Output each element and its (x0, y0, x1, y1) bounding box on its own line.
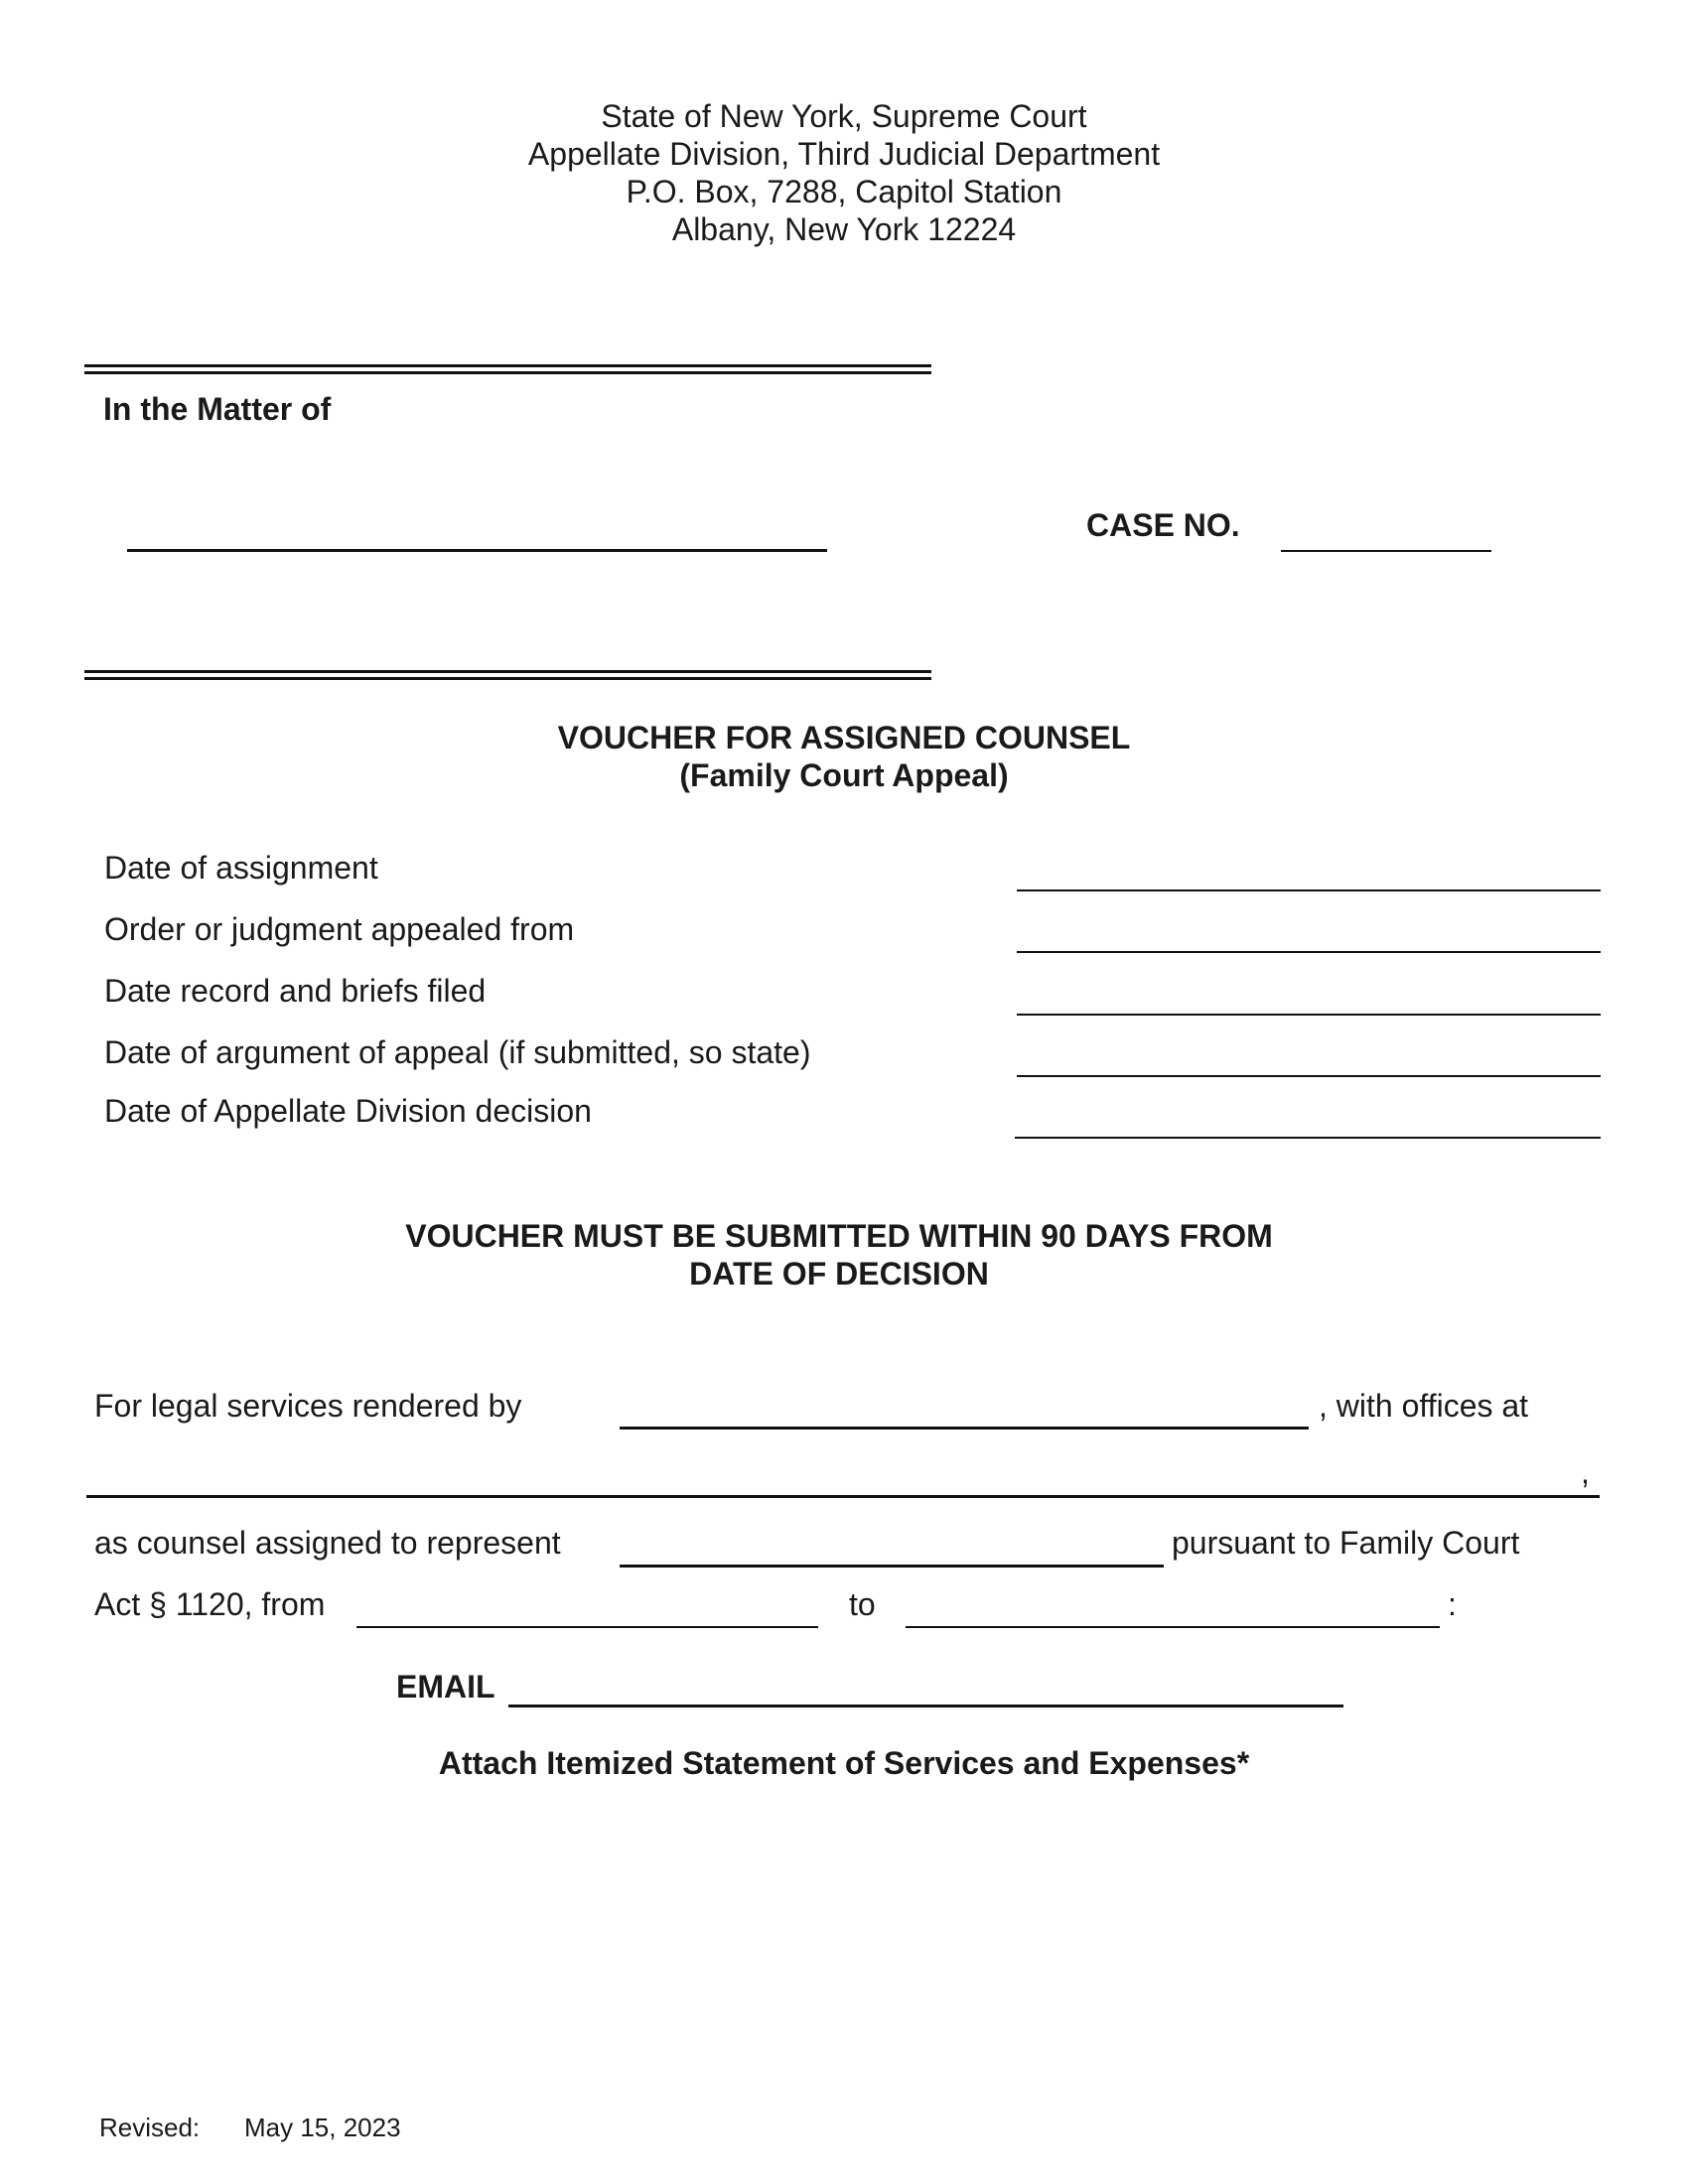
caption-bottom-rule-2 (84, 677, 931, 680)
date-argument-field[interactable] (1017, 1075, 1601, 1077)
date-label: Date record and briefs filed (104, 973, 487, 1009)
email-field[interactable] (508, 1705, 1343, 1707)
submission-notice (0, 1217, 1678, 1293)
court-header (0, 97, 1688, 248)
voucher-title (0, 719, 1688, 794)
matter-name-field[interactable] (127, 549, 827, 552)
voucher-title-line1: VOUCHER FOR ASSIGNED COUNSEL (557, 720, 1131, 755)
counsel-name-field[interactable] (620, 1427, 1309, 1430)
order-appealed-field[interactable] (1017, 951, 1601, 953)
court-city: Albany, New York 12224 (671, 211, 1017, 247)
revised-label: Revised: (99, 2113, 201, 2142)
rendered-by-label: For legal services rendered by (94, 1388, 522, 1424)
address-comma: , (1581, 1454, 1590, 1490)
caption-top-rule-1 (84, 364, 931, 367)
date-label: Order or judgment appealed from (104, 911, 575, 947)
date-label: Date of assignment (104, 850, 378, 886)
act-from-label: Act § 1120, from (94, 1586, 326, 1622)
date-label: Date of argument of appeal (if submitted, so state) (104, 1034, 811, 1070)
caption-bottom-rule-1 (84, 670, 931, 673)
with-offices-label: , with offices at (1319, 1388, 1529, 1424)
revised-date: May 15, 2023 (244, 2113, 401, 2142)
court-division: Appellate Division, Third Judicial Department (527, 136, 1161, 172)
date-decision-field[interactable] (1015, 1137, 1601, 1139)
from-date-field[interactable] (356, 1626, 818, 1628)
submission-notice-line1: VOUCHER MUST BE SUBMITTED WITHIN 90 DAYS FROM (405, 1218, 1273, 1254)
client-name-field[interactable] (620, 1565, 1164, 1568)
email-label: EMAIL (396, 1669, 495, 1705)
voucher-title-line2: (Family Court Appeal) (679, 757, 1009, 793)
submission-notice-line2: DATE OF DECISION (689, 1256, 989, 1292)
case-no-field[interactable] (1281, 550, 1491, 552)
to-label: to (849, 1586, 876, 1622)
in-the-matter-of-label: In the Matter of (103, 391, 332, 427)
office-address-field[interactable] (86, 1495, 1600, 1498)
date-of-assignment-field[interactable] (1017, 889, 1601, 891)
court-po-box: P.O. Box, 7288, Capitol Station (626, 174, 1062, 209)
assigned-to-represent-label: as counsel assigned to represent (94, 1525, 561, 1561)
attach-note: Attach Itemized Statement of Services and Expenses* (438, 1745, 1250, 1781)
court-name: State of New York, Supreme Court (601, 98, 1087, 134)
case-no-label: CASE NO. (1086, 507, 1240, 543)
pursuant-label: pursuant to Family Court (1172, 1525, 1520, 1561)
to-date-field[interactable] (906, 1626, 1440, 1628)
caption-top-rule-2 (84, 371, 931, 374)
date-record-filed-field[interactable] (1017, 1014, 1601, 1016)
colon: : (1448, 1586, 1457, 1622)
date-label: Date of Appellate Division decision (104, 1093, 592, 1129)
